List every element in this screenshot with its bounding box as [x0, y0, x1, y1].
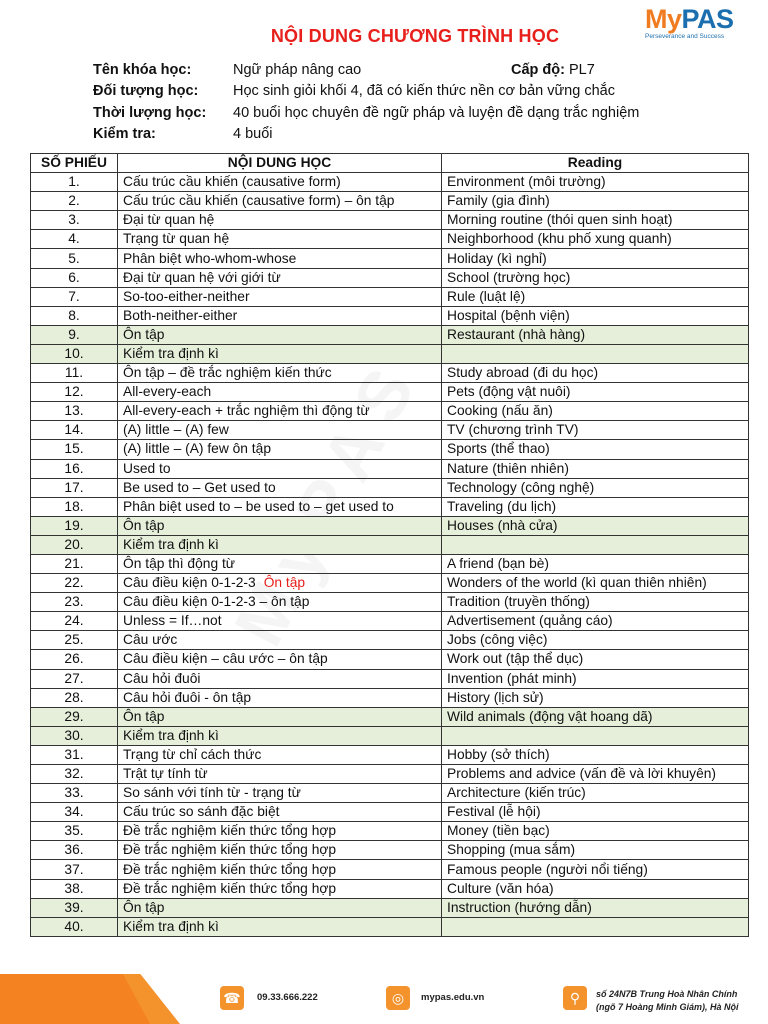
row-reading: Restaurant (nhà hàng) [442, 325, 749, 344]
row-reading: Pets (động vật nuôi) [442, 383, 749, 402]
row-reading: Festival (lễ hội) [442, 803, 749, 822]
row-content: Phân biệt who-whom-whose [118, 249, 442, 268]
row-content: Kiểm tra định kì [118, 535, 442, 554]
row-content: Đề trắc nghiệm kiến thức tổng hợp [118, 822, 442, 841]
row-content: Câu ước [118, 631, 442, 650]
test-value: 4 buổi [233, 125, 273, 142]
row-content: Đề trắc nghiệm kiến thức tổng hợp [118, 860, 442, 879]
row-content: Cấu trúc cầu khiến (causative form) [118, 173, 442, 192]
table-row [31, 841, 749, 860]
row-reading: School (trường học) [442, 268, 749, 287]
row-number: 11. [31, 364, 118, 383]
table-row [31, 803, 749, 822]
footer-website[interactable]: mypas.edu.vn [421, 992, 485, 1003]
table-row [31, 593, 749, 612]
row-reading: Advertisement (quảng cáo) [442, 612, 749, 631]
row-content: (A) little – (A) few ôn tập [118, 440, 442, 459]
row-content: Cấu trúc so sánh đặc biệt [118, 803, 442, 822]
row-number: 4. [31, 230, 118, 249]
row-number: 24. [31, 612, 118, 631]
footer-address: số 24N7B Trung Hoà Nhân Chính (ngõ 7 Hoàng Minh Giám), Hà Nội [596, 989, 739, 1012]
header-content: NỘI DUNG HỌC [118, 154, 442, 173]
row-reading: Jobs (công việc) [442, 631, 749, 650]
table-row [31, 612, 749, 631]
location-pin-icon: ⚲ [563, 986, 587, 1010]
test-label: Kiểm tra: [93, 125, 156, 142]
row-number: 17. [31, 478, 118, 497]
row-number: 38. [31, 879, 118, 898]
row-number: 10. [31, 344, 118, 363]
table-row [31, 383, 749, 402]
row-number: 31. [31, 745, 118, 764]
duration-value: 40 buổi học chuyên đề ngữ pháp và luyện đề dạng trắc nghiệm [233, 104, 640, 121]
row-number: 39. [31, 898, 118, 917]
row-reading: Tradition (truyền thống) [442, 593, 749, 612]
course-value: Ngữ pháp nâng cao [233, 62, 362, 78]
audience-label: Đối tượng học: [93, 83, 199, 100]
course-label: Tên khóa học: [93, 62, 192, 78]
row-content: Trạng từ chỉ cách thức [118, 745, 442, 764]
row-reading: Sports (thể thao) [442, 440, 749, 459]
row-reading: Wonders of the world (kì quan thiên nhiên) [442, 574, 749, 593]
row-number: 21. [31, 554, 118, 573]
row-content: Đề trắc nghiệm kiến thức tổng hợp [118, 879, 442, 898]
table-row [31, 268, 749, 287]
row-content: Câu hỏi đuôi - ôn tập [118, 688, 442, 707]
row-content: Câu điều kiện 0-1-2-3 Ôn tập [118, 574, 442, 593]
row-number: 26. [31, 650, 118, 669]
row-content: Used to [118, 459, 442, 478]
course-table [30, 153, 749, 937]
row-reading: Cooking (nấu ăn) [442, 402, 749, 421]
row-reading: Neighborhood (khu phố xung quanh) [442, 230, 749, 249]
row-reading [442, 344, 749, 363]
row-number: 13. [31, 402, 118, 421]
audience-value: Học sinh giỏi khối 4, đã có kiến thức nền cơ bản vững chắc [233, 83, 615, 100]
row-content: So-too-either-neither [118, 287, 442, 306]
row-content: Ôn tập – đề trắc nghiệm kiến thức [118, 364, 442, 383]
row-number: 8. [31, 306, 118, 325]
course-info [93, 60, 753, 145]
row-number: 23. [31, 593, 118, 612]
phone-icon: ☎ [220, 986, 244, 1010]
row-content: Unless = If…not [118, 612, 442, 631]
row-content: (A) little – (A) few [118, 421, 442, 440]
table-row [31, 898, 749, 917]
row-reading: Morning routine (thói quen sinh hoạt) [442, 211, 749, 230]
table-row [31, 726, 749, 745]
row-reading: Study abroad (đi du học) [442, 364, 749, 383]
row-content: Trật tự tính từ [118, 765, 442, 784]
table-row [31, 459, 749, 478]
table-row [31, 879, 749, 898]
table-row [31, 822, 749, 841]
row-reading: Instruction (hướng dẫn) [442, 898, 749, 917]
row-content: Đề trắc nghiệm kiến thức tổng hợp [118, 841, 442, 860]
table-row [31, 765, 749, 784]
table-row [31, 669, 749, 688]
row-number: 37. [31, 860, 118, 879]
row-number: 1. [31, 173, 118, 192]
row-content: Đại từ quan hệ với giới từ [118, 268, 442, 287]
row-number: 27. [31, 669, 118, 688]
row-content: Ôn tập [118, 516, 442, 535]
row-reading: Problems and advice (vấn đề và lời khuyên) [442, 765, 749, 784]
row-number: 20. [31, 535, 118, 554]
table-row [31, 860, 749, 879]
row-reading: Nature (thiên nhiên) [442, 459, 749, 478]
row-number: 25. [31, 631, 118, 650]
row-content: Đại từ quan hệ [118, 211, 442, 230]
row-number: 7. [31, 287, 118, 306]
row-content: Câu hỏi đuôi [118, 669, 442, 688]
row-number: 5. [31, 249, 118, 268]
table-row [31, 402, 749, 421]
table-row [31, 325, 749, 344]
row-content: Trạng từ quan hệ [118, 230, 442, 249]
mypas-logo: MyPAS Perseverance and Success [645, 4, 745, 40]
row-reading: A friend (bạn bè) [442, 554, 749, 573]
row-reading: Invention (phát minh) [442, 669, 749, 688]
row-number: 33. [31, 784, 118, 803]
row-reading: Architecture (kiến trúc) [442, 784, 749, 803]
row-number: 28. [31, 688, 118, 707]
row-reading: TV (chương trình TV) [442, 421, 749, 440]
row-number: 30. [31, 726, 118, 745]
row-reading: Hobby (sở thích) [442, 745, 749, 764]
row-reading: Houses (nhà cửa) [442, 516, 749, 535]
row-number: 12. [31, 383, 118, 402]
header-number: SỐ PHIẾU [31, 154, 118, 173]
row-reading [442, 726, 749, 745]
table-row [31, 688, 749, 707]
table-row [31, 784, 749, 803]
row-reading [442, 535, 749, 554]
table-row [31, 344, 749, 363]
row-content: Ôn tập thì động từ [118, 554, 442, 573]
row-reading: Culture (văn hóa) [442, 879, 749, 898]
table-row [31, 745, 749, 764]
logo-tagline: Perseverance and Success [645, 33, 725, 40]
header-reading: Reading [442, 154, 749, 173]
table-row [31, 917, 749, 936]
row-number: 3. [31, 211, 118, 230]
row-reading [442, 917, 749, 936]
row-reading: Wild animals (động vật hoang dã) [442, 707, 749, 726]
footer-phone: 09.33.666.222 [257, 992, 318, 1003]
table-row [31, 173, 749, 192]
table-row [31, 364, 749, 383]
table-row [31, 421, 749, 440]
row-number: 18. [31, 497, 118, 516]
row-number: 35. [31, 822, 118, 841]
row-number: 15. [31, 440, 118, 459]
row-content: Câu điều kiện – câu ước – ôn tập [118, 650, 442, 669]
table-row [31, 650, 749, 669]
table-row [31, 287, 749, 306]
row-content: Be used to – Get used to [118, 478, 442, 497]
table-row [31, 440, 749, 459]
row-reading: Work out (tập thể dục) [442, 650, 749, 669]
row-content: Cấu trúc cầu khiến (causative form) – ôn tập [118, 192, 442, 211]
table-row [31, 306, 749, 325]
row-content: Ôn tập [118, 325, 442, 344]
row-number: 22. [31, 574, 118, 593]
row-number: 32. [31, 765, 118, 784]
row-content: Kiểm tra định kì [118, 344, 442, 363]
table-row [31, 707, 749, 726]
row-reading: History (lịch sử) [442, 688, 749, 707]
row-reading: Hospital (bệnh viện) [442, 306, 749, 325]
row-number: 19. [31, 516, 118, 535]
table-row [31, 478, 749, 497]
row-number: 29. [31, 707, 118, 726]
duration-label: Thời lượng học: [93, 104, 207, 121]
table-row [31, 516, 749, 535]
row-number: 16. [31, 459, 118, 478]
row-reading: Shopping (mua sắm) [442, 841, 749, 860]
row-content: Ôn tập [118, 707, 442, 726]
row-number: 36. [31, 841, 118, 860]
table-row [31, 192, 749, 211]
row-reading: Family (gia đình) [442, 192, 749, 211]
table-row [31, 249, 749, 268]
row-content: So sánh với tính từ - trạng từ [118, 784, 442, 803]
row-number: 6. [31, 268, 118, 287]
page-title: NỘI DUNG CHƯƠNG TRÌNH HỌC [270, 26, 560, 46]
row-reading: Money (tiền bạc) [442, 822, 749, 841]
row-number: 2. [31, 192, 118, 211]
row-content: All-every-each [118, 383, 442, 402]
row-number: 34. [31, 803, 118, 822]
table-row [31, 631, 749, 650]
row-content: Kiểm tra định kì [118, 726, 442, 745]
level-info: Cấp độ: PL7 [511, 62, 595, 78]
row-content: Both-neither-either [118, 306, 442, 325]
row-reading: Traveling (du lịch) [442, 497, 749, 516]
table-row [31, 535, 749, 554]
table-row [31, 211, 749, 230]
table-row [31, 554, 749, 573]
row-content: Câu điều kiện 0-1-2-3 – ôn tập [118, 593, 442, 612]
row-note: Ôn tập [263, 575, 306, 591]
table-row [31, 230, 749, 249]
row-content: Phân biệt used to – be used to – get used to [118, 497, 442, 516]
row-reading: Rule (luật lệ) [442, 287, 749, 306]
row-content: Kiểm tra định kì [118, 917, 442, 936]
row-number: 14. [31, 421, 118, 440]
row-content: Ôn tập [118, 898, 442, 917]
row-reading: Technology (công nghệ) [442, 478, 749, 497]
table-row [31, 497, 749, 516]
row-number: 9. [31, 325, 118, 344]
row-content: All-every-each + trắc nghiệm thì động từ [118, 402, 442, 421]
globe-icon: ◎ [386, 986, 410, 1010]
row-reading: Famous people (người nổi tiếng) [442, 860, 749, 879]
table-header [31, 154, 749, 173]
row-reading: Holiday (kì nghỉ) [442, 249, 749, 268]
row-number: 40. [31, 917, 118, 936]
row-reading: Environment (môi trường) [442, 173, 749, 192]
table-row [31, 574, 749, 593]
